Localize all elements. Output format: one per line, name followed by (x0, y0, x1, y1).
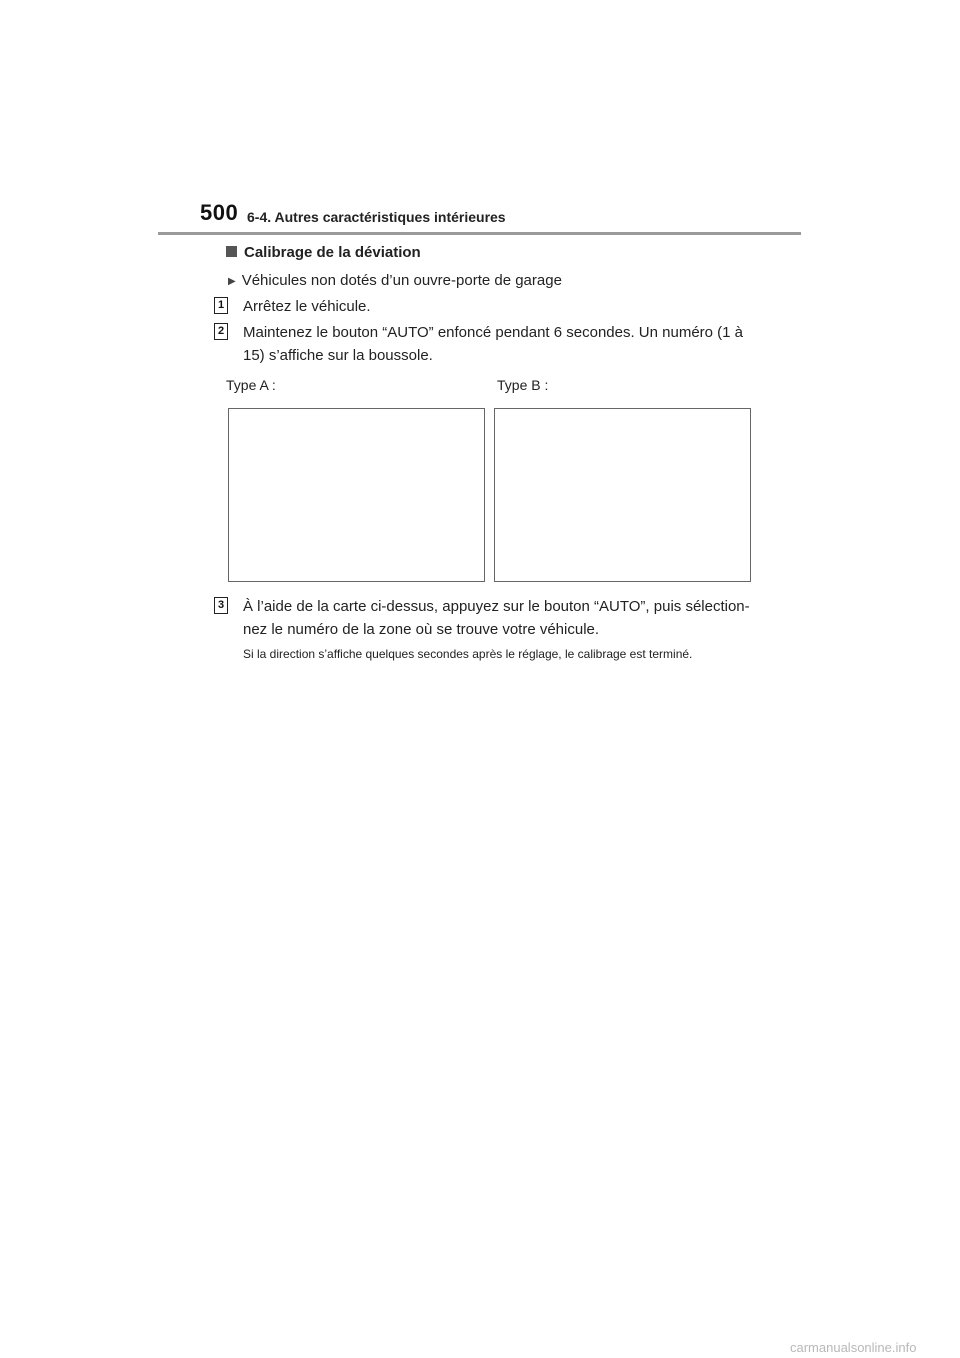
step-3-line-1: À l’aide de la carte ci-dessus, appuyez sur le bouton “AUTO”, puis sélection- (243, 598, 750, 615)
step-1-badge: 1 (214, 297, 228, 314)
step-3-badge: 3 (214, 597, 228, 614)
figure-type-b (494, 408, 751, 582)
page-header (200, 200, 800, 234)
step-3-line-2: nez le numéro de la zone où se trouve votre véhicule. (243, 621, 600, 638)
section-title: 6-4. Autres caractéristiques intérieures (247, 209, 506, 225)
condition-line (228, 272, 562, 289)
step-1-text: Arrêtez le véhicule. (243, 298, 371, 315)
figure-caption-type-b: Type B : (497, 377, 549, 393)
step-2-badge: 2 (214, 323, 228, 340)
figure-type-a (228, 408, 485, 582)
figure-caption-type-a: Type A : (226, 377, 276, 393)
section-heading (226, 244, 421, 261)
step-2-line-2: 15) s’affiche sur la boussole. (243, 347, 433, 364)
watermark: carmanualsonline.info (790, 1340, 917, 1355)
square-bullet-icon (226, 246, 237, 257)
step-2-line-1: Maintenez le bouton “AUTO” enfoncé pendant 6 secondes. Un numéro (1 à (243, 324, 744, 341)
page-number: 500 (200, 200, 239, 225)
heading-text: Calibrage de la déviation (244, 244, 421, 261)
header-divider (158, 232, 801, 235)
condition-text: Véhicules non dotés d’un ouvre-porte de garage (241, 272, 562, 289)
completion-note: Si la direction s’affiche quelques secondes après le réglage, le calibrage est terminé. (243, 647, 693, 661)
triangle-bullet-icon: ▶ (228, 276, 236, 287)
